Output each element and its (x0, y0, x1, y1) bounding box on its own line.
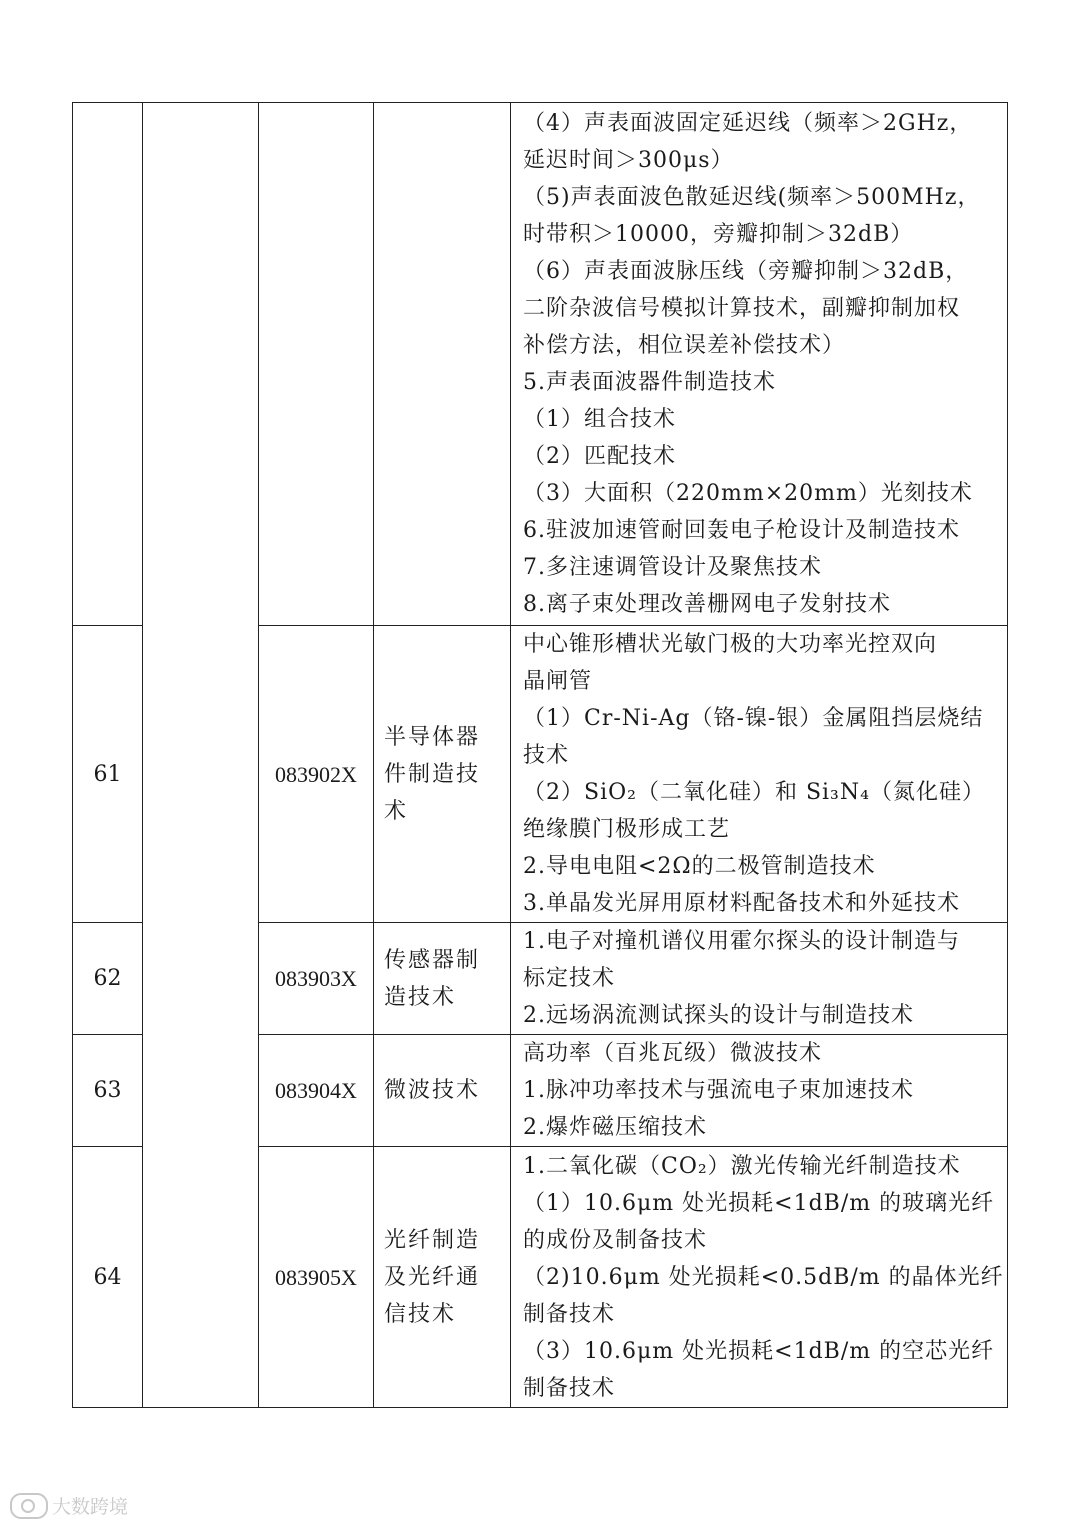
content-line: 制备技术 (523, 1375, 616, 1401)
row-number-cell: 61 (73, 626, 143, 923)
content-line: 1.电子对撞机谱仪用霍尔探头的设计制造与 (523, 929, 960, 954)
name-line: 微波技术 (384, 1078, 481, 1103)
content-line: 5.声表面波器件制造技术 (523, 370, 776, 395)
code-cell: 083903X (259, 923, 374, 1035)
content-cell (511, 103, 1008, 626)
content-line: 6.驻波加速管耐回轰电子枪设计及制造技术 (523, 518, 960, 543)
name-line: 及光纤通 (384, 1264, 481, 1290)
code-cell (259, 103, 374, 626)
content-line: （1）10.6μm 处光损耗<1dB/m 的玻璃光纤 (523, 1190, 995, 1216)
name-line: 光纤制造 (384, 1227, 481, 1253)
content-line: （2）匹配技术 (523, 444, 676, 469)
name-line: 造技术 (384, 984, 457, 1010)
content-line: （6）声表面波脉压线（旁瓣抑制＞32dB， (523, 259, 969, 284)
content-line: （2)10.6μm 处光损耗<0.5dB/m 的晶体光纤 (523, 1264, 1004, 1290)
name-line: 传感器制 (384, 947, 481, 973)
tech-catalog-table (72, 102, 1008, 1408)
content-line: 补偿方法，相位误差补偿技术） (523, 333, 846, 358)
content-line: 延迟时间＞300μs） (523, 148, 734, 173)
content-line: （3）大面积（220mm×20mm）光刻技术 (523, 481, 973, 506)
name-cell (374, 1035, 511, 1147)
name-line: 半导体器 (384, 724, 481, 750)
content-line: 晶闸管 (523, 669, 593, 694)
content-line: （4）声表面波固定延迟线（频率＞2GHz， (523, 111, 973, 136)
content-line: 制备技术 (523, 1301, 616, 1327)
content-cell (511, 626, 1008, 923)
content-line: 2.爆炸磁压缩技术 (523, 1115, 707, 1140)
content-line: 的成份及制备技术 (523, 1227, 708, 1253)
code-cell: 083902X (259, 626, 374, 923)
name-cell (374, 103, 511, 626)
row-number-cell: 63 (73, 1035, 143, 1147)
code-cell: 083905X (259, 1147, 374, 1408)
content-line: 时带积＞10000，旁瓣抑制＞32dB） (523, 222, 914, 247)
name-cell (374, 1147, 511, 1408)
name-line: 信技术 (384, 1301, 457, 1327)
code-cell: 083904X (259, 1035, 374, 1147)
content-line: （1）Cr-Ni-Ag（铬-镍-银）金属阻挡层烧结 (523, 706, 984, 731)
name-line: 件制造技 (384, 761, 481, 787)
content-line: （1）组合技术 (523, 407, 676, 432)
watermark-text: 大数跨境 (52, 1496, 129, 1518)
content-line: （5)声表面波色散延迟线(频率＞500MHz， (523, 185, 981, 210)
content-line: 标定技术 (523, 966, 616, 991)
content-line: 高功率（百兆瓦级）微波技术 (523, 1041, 823, 1066)
content-cell (511, 923, 1008, 1035)
content-cell (511, 1147, 1008, 1408)
content-line: 二阶杂波信号模拟计算技术，副瓣抑制加权 (523, 296, 961, 321)
name-cell (374, 626, 511, 923)
row-number-cell: 64 (73, 1147, 143, 1408)
content-line: 1.脉冲功率技术与强流电子束加速技术 (523, 1078, 914, 1103)
content-line: 2.导电电阻<2Ω的二极管制造技术 (523, 854, 876, 879)
content-line: 7.多注速调管设计及聚焦技术 (523, 555, 822, 580)
content-line: 1.二氧化碳（CO₂）激光传输光纤制造技术 (523, 1153, 961, 1179)
content-cell (511, 1035, 1008, 1147)
content-line: 2.远场涡流测试探头的设计与制造技术 (523, 1003, 914, 1028)
table-row (73, 103, 1008, 626)
watermark-logo-icon (10, 1493, 48, 1519)
watermark (10, 1492, 128, 1519)
content-line: （3）10.6μm 处光损耗<1dB/m 的空芯光纤 (523, 1338, 995, 1364)
content-line: 3.单晶发光屏用原材料配备技术和外延技术 (523, 891, 960, 916)
content-line: （2）SiO₂（二氧化硅）和 Si₃N₄（氮化硅） (523, 780, 985, 805)
content-line: 绝缘膜门极形成工艺 (523, 817, 731, 842)
category-cell (143, 103, 259, 1408)
row-number-cell: 62 (73, 923, 143, 1035)
content-line: 中心锥形槽状光敏门极的大功率光控双向 (523, 632, 938, 657)
name-line: 术 (384, 798, 409, 824)
name-cell (374, 923, 511, 1035)
row-number-cell (73, 103, 143, 626)
content-line: 技术 (523, 743, 570, 768)
content-line: 8.离子束处理改善栅网电子发射技术 (523, 592, 891, 617)
